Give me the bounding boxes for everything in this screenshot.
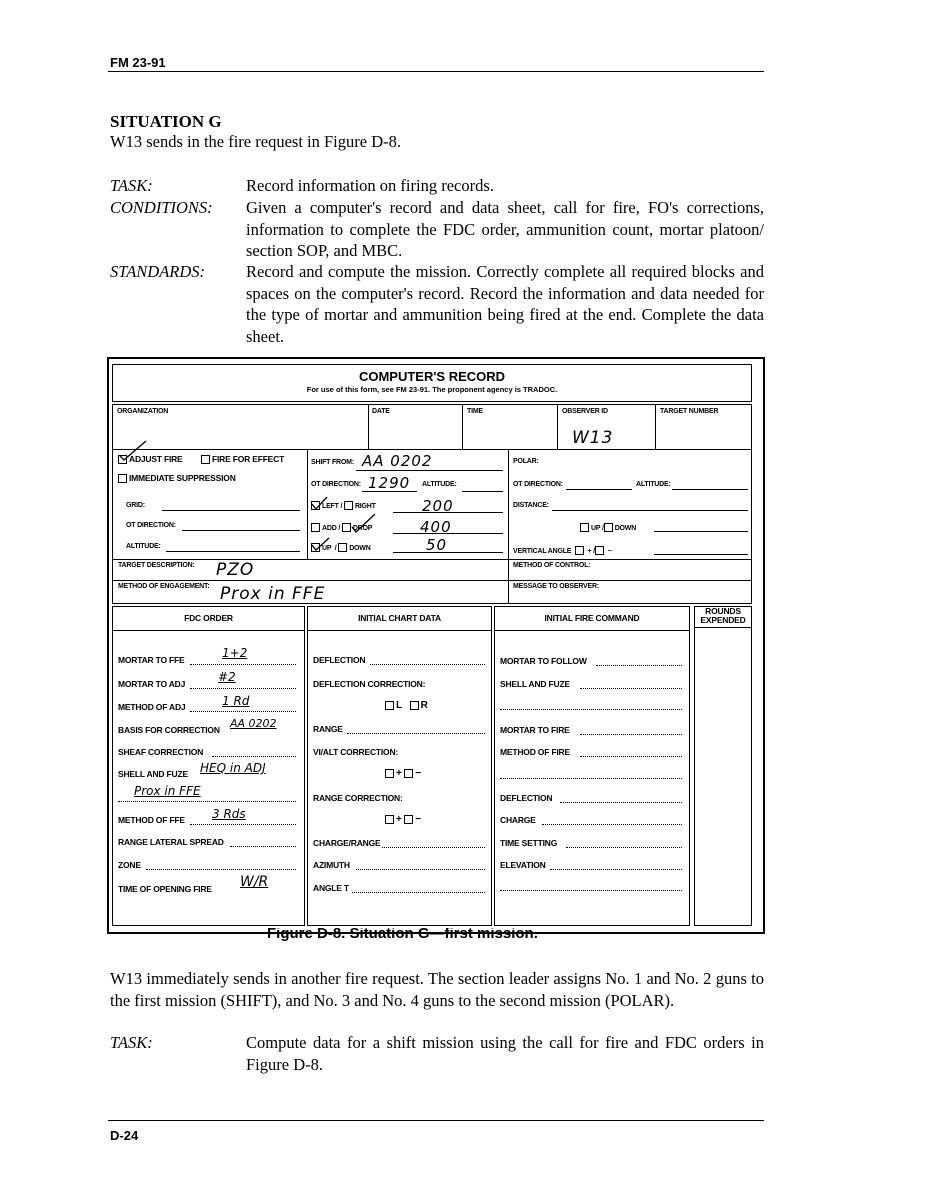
distance-label: DISTANCE: [513,502,549,509]
grid-label: GRID: [126,502,145,509]
fdc-row-label: TIME OF OPENING FIRE [118,884,212,894]
ifc-row-label: MORTAR TO FOLLOW [500,656,587,666]
fdc-row-value: 1 Rd [222,694,250,708]
fdc-row-value: HEQ in ADJ [200,761,266,775]
rounds-expended-header: ROUNDS EXPENDED [700,606,746,625]
add-drop-row[interactable]: ADD / DROP [311,523,372,532]
fdc-row-value: Prox in FFE [134,784,201,798]
intro-text: W13 sends in the fire request in Figure D-8. [110,132,401,151]
deflection-lr-row[interactable]: L R [385,700,428,711]
va-minus-checkbox[interactable] [595,546,604,555]
fdc-row-label: SHELL AND FUZE [118,769,188,779]
up-down-value: 50 [426,536,448,554]
organization-label: ORGANIZATION [117,408,169,415]
polar-ot-direction-label: OT DIRECTION: [513,481,563,488]
fdc-row-value: #2 [218,670,236,684]
page-footer: D-24 [110,1128,139,1143]
task2-text: Compute data for a shift mission using the call for fire and FDC orders in Figure D-8. [246,1033,764,1074]
shift-ot-direction-value: 1290 [368,474,411,492]
target-rows [112,559,752,604]
polar-label: POLAR: [513,458,539,465]
initial-chart-data-panel [307,606,492,926]
fdc-row-label: MORTAR TO FFE [118,655,185,665]
vi-alt-plus-checkbox[interactable] [385,769,394,778]
immediate-suppression-checkbox[interactable] [118,474,127,483]
ifc-row-label: MORTAR TO FIRE [500,725,570,735]
fdc-row-label: METHOD OF ADJ [118,702,186,712]
vertical-angle-row[interactable]: VERTICAL ANGLE + / − [513,548,612,555]
ifc-row-label: CHARGE [500,815,536,825]
ifc-row-label: TIME SETTING [500,838,558,848]
fdc-row-label: BASIS FOR CORRECTION [118,725,220,735]
checkmark-icon [115,440,151,462]
shift-from-label: SHIFT FROM: [311,459,354,466]
observer-id-value: W13 [572,428,614,448]
checkmark-icon [310,496,330,512]
standards-text: Record and compute the mission. Correctly complete all required blocks and spaces on the computer's record. Record the information and data needed for the type of mortar and ammunition being fired at the end. Complete the data sheet. [246,262,764,346]
rounds-expended-panel [694,606,752,926]
method-of-engagement-label: METHOD OF ENGAGEMENT: [118,583,210,590]
method-of-control-label: METHOD OF CONTROL: [513,562,591,569]
date-label: DATE [372,408,390,415]
situation-title: SITUATION G [110,112,222,131]
time-label: TIME [467,408,483,415]
task-text: Record information on firing records. [246,176,494,195]
fdc-row-label: SHEAF CORRECTION [118,747,204,757]
polar-up-down-row[interactable]: UP / DOWN [580,523,636,532]
fdc-row-value: 1+2 [222,646,248,660]
task-label: TASK: [110,176,153,195]
icd-vi-alt-correction-label: VI/ALT CORRECTION: [313,747,399,757]
fdc-row-value: AA 0202 [230,717,277,730]
left-right-row[interactable]: LEFT / RIGHT [311,501,376,510]
down-checkbox[interactable] [338,543,347,552]
conditions-text: Given a computer's record and data sheet, call for fire, FO's corrections, information to complete the FDC order, ammunition count, mortar platoon/ section SOP, and MBC. [246,198,764,260]
fdc-order-header: FDC ORDER [184,613,233,623]
checkmark-icon [310,537,332,553]
checkmark-icon [350,513,380,535]
add-drop-value: 400 [420,518,452,536]
ifc-row-label: METHOD OF FIRE [500,747,570,757]
shift-from-value: AA 0202 [362,452,433,470]
ifc-row-label: DEFLECTION [500,793,553,803]
observer-id-label: OBSERVER ID [562,408,608,415]
ifc-row-label: SHELL AND FUZE [500,679,570,689]
vi-alt-pm-row[interactable]: + − [385,768,421,779]
immediate-suppression-option[interactable]: IMMEDIATE SUPPRESSION [118,473,236,483]
icd-charge-range-label: CHARGE/RANGE [313,838,381,848]
vi-alt-minus-checkbox[interactable] [404,769,413,778]
range-plus-checkbox[interactable] [385,815,394,824]
altitude-label: ALTITUDE: [126,543,161,550]
page-header: FM 23-91 [110,55,166,70]
target-description-label: TARGET DESCRIPTION: [118,562,195,569]
initial-fire-command-header: INITIAL FIRE COMMAND [544,613,640,623]
fdc-row-label: MORTAR TO ADJ [118,679,186,689]
icd-range-correction-label: RANGE CORRECTION: [313,793,403,803]
initial-fire-command-panel [494,606,690,926]
fdc-row-value: W/R [240,874,269,890]
icd-azimuth-label: AZIMUTH [313,860,350,870]
icd-angle-t-label: ANGLE T [313,883,349,893]
conditions-label: CONDITIONS: [110,198,213,217]
fdc-row-label: ZONE [118,860,141,870]
icd-deflection-label: DEFLECTION [313,655,366,665]
fdc-row-label: RANGE LATERAL SPREAD [118,837,224,847]
up-down-row[interactable]: UP / DOWN [311,543,371,552]
add-checkbox[interactable] [311,523,320,532]
right-checkbox[interactable] [344,501,353,510]
polar-down-checkbox[interactable] [604,523,613,532]
top-info-row [112,404,752,450]
adjust-fire-option[interactable]: ADJUST FIRE [118,454,183,464]
header-rule [108,71,764,72]
form-subtitle: For use of this form, see FM 23-91. The proponent agency is TRADOC. [306,385,558,394]
deflection-right-checkbox[interactable] [410,701,419,710]
polar-altitude-label: ALTITUDE: [636,481,671,488]
icd-range-label: RANGE [313,724,343,734]
form-title: COMPUTER'S RECORD [358,369,506,384]
initial-chart-data-header: INITIAL CHART DATA [358,613,441,623]
paragraph-2: W13 immediately sends in another fire request. The section leader assigns No. 1 and No. 2 guns to the first mission (SHIFT), and No. 3 and No. 4 guns to the second mission (POLAR). [110,969,764,1010]
ot-direction-label: OT DIRECTION: [126,522,176,529]
fdc-row-value: 3 Rds [212,807,246,821]
ifc-row-label: ELEVATION [500,860,546,870]
deflection-left-checkbox[interactable] [385,701,394,710]
range-minus-checkbox[interactable] [404,815,413,824]
standards-label: STANDARDS: [110,262,206,281]
fire-for-effect-option[interactable]: FIRE FOR EFFECT [201,454,284,464]
shift-altitude-label: ALTITUDE: [422,481,457,488]
task2-label: TASK: [110,1033,153,1052]
figure-caption: Figure D-8. Situation G—first mission. [267,928,538,942]
icd-deflection-correction-label: DEFLECTION CORRECTION: [313,679,426,689]
footer-rule [108,1120,764,1121]
shift-ot-direction-label: OT DIRECTION: [311,481,361,488]
range-correction-pm-row[interactable]: + − [385,814,421,825]
target-description-value: PZO [216,560,255,580]
fdc-row-label: METHOD OF FFE [118,815,185,825]
left-right-value: 200 [422,497,454,515]
target-number-label: TARGET NUMBER [660,408,719,415]
polar-up-checkbox[interactable] [580,523,589,532]
method-of-engagement-value: Prox in FFE [220,584,326,604]
fire-for-effect-checkbox[interactable] [201,455,210,464]
va-plus-checkbox[interactable] [575,546,584,555]
figure-caption-clip [107,928,765,942]
message-to-observer-label: MESSAGE TO OBSERVER: [513,583,599,590]
